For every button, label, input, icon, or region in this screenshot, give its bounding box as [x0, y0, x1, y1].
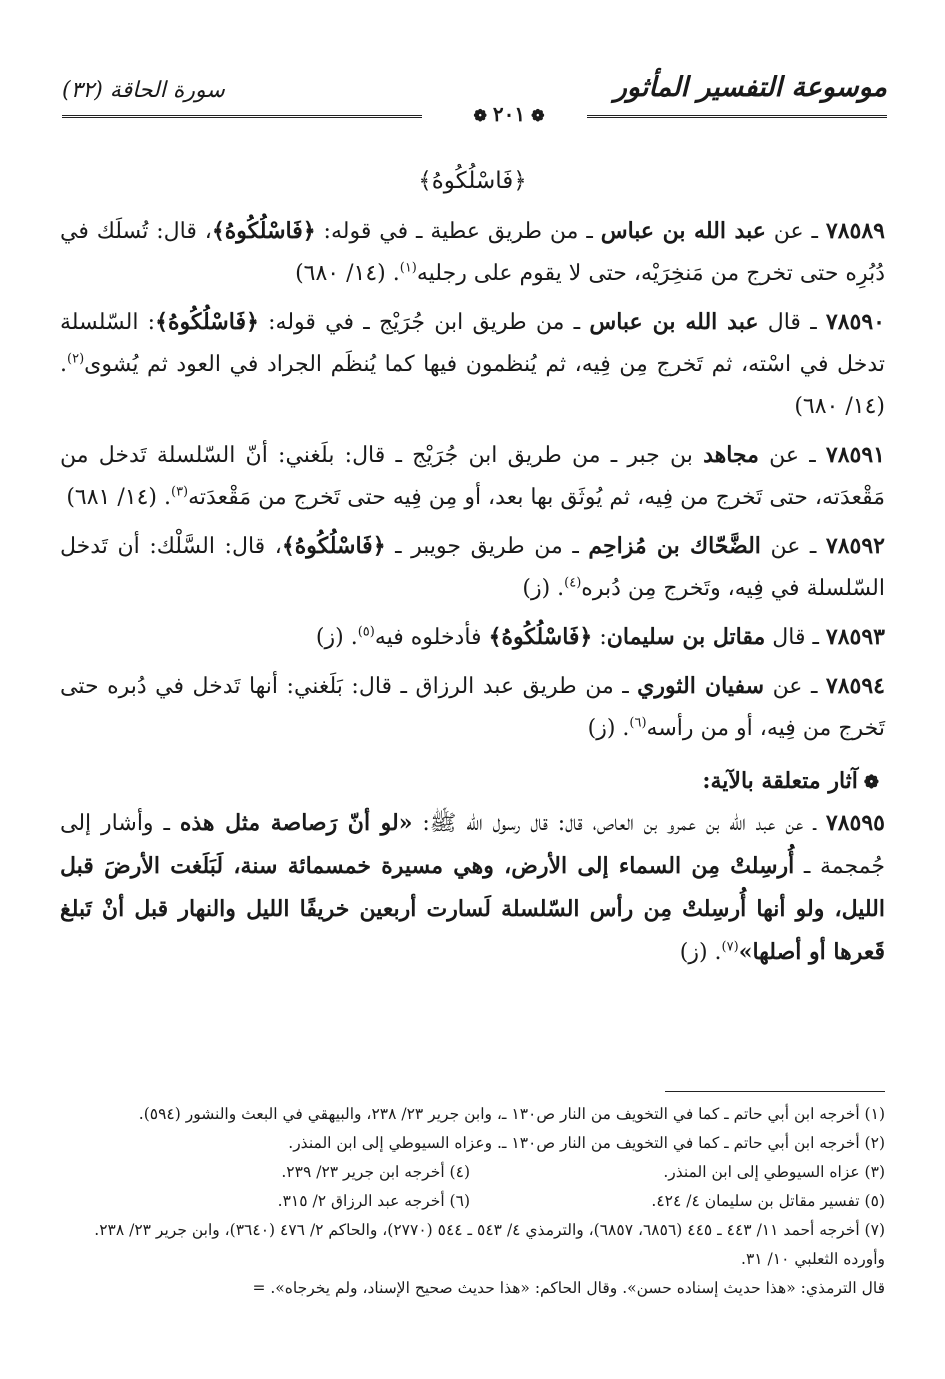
entry-number: ٧٨٥٩٠ — [825, 309, 885, 335]
page-header — [62, 62, 887, 126]
narration-entry — [60, 301, 885, 428]
entry-number: ٧٨٥٨٩ — [825, 218, 885, 244]
footnote-continuation: قال الترمذي: «هذا حديث إسناده حسن». وقال الحاكم: «هذا حديث صحيح الإسناد، ولم يخرجاه». = — [252, 1279, 885, 1297]
footnote: (٣) عزاه السيوطي إلى ابن المنذر. — [663, 1163, 885, 1181]
entry-text: ـ عن — [765, 219, 826, 244]
footnote-ref: (٥) — [357, 624, 375, 640]
quran-quote: ﴿فَاسْلُكُوهُ﴾ — [211, 218, 316, 244]
narration-entry — [60, 434, 885, 519]
entry-number: ٧٨٥٩٤ — [825, 673, 885, 699]
page-number: ٢٠١ — [492, 102, 526, 126]
entry-text: ـ عن — [764, 674, 826, 699]
entry-text: ـ من طريق جويبر ـ — [385, 534, 589, 559]
surah-title: سورة الحاقة (٣٢) — [62, 78, 225, 103]
entry-text: ، قال: تُسلَك في دُبُرِه حتى تخرج من مَنخِرَيْه، حتى لا يقوم على رجليه — [60, 219, 885, 286]
footnote: (٧) أخرجه أحمد ١١/ ٤٤٣ ـ ٤٤٥ (٦٨٥٦، ٦٨٥٧)، والترمذي ٤/ ٥٤٣ ـ ٥٤٤ (٢٧٧٠)، والحاكم ٢/ ٤٧٦ (٣٦٤٠)، وابن جرير ٢٣/ ٢٣٨. وأورده الثعلبي ١٠/ ٣١. — [94, 1221, 885, 1268]
flower-ornament-icon: ❁ — [863, 772, 879, 793]
entry-text: : السّلسلة تدخل في اسْته، ثم تَخرج مِن فِيه، ثم يُنظمون فيها كما يُنظَم الجراد في العود ثم يُشوى — [60, 310, 885, 377]
entry-text: ـ من طريق عطية ـ في قوله: — [315, 219, 601, 244]
header-rule-right — [587, 115, 887, 118]
entry-text: فأدخلوه فيه — [374, 625, 489, 650]
page-number-box — [434, 102, 584, 126]
footnote: (٥) تفسير مقاتل بن سليمان ٤/ ٤٢٤. — [651, 1192, 885, 1210]
hadith-text: «لو أنّ رَصاصة مثل هذه — [179, 810, 413, 836]
entry-reference: . (ز) — [679, 940, 722, 965]
hadith-text: أُرسِلتْ مِن السماء إلى الأرض، وهي مسيرة خمسمائة سنة، لَبَلَغت الأرضَ قبل الليل، ولو أنها أُرسِلتْ مِن رأس السّلسلة لَسارت أربعين خريفًا الليل والنهار قبل أنْ تَبلغ قَعرها أو أصلها» — [60, 853, 885, 965]
entry-text: ـ عن عبد الله بن عمرو بن العاص، قال: قال رسول الله ﷺ: — [412, 811, 826, 836]
narrator-name: سفيان الثوري — [637, 673, 765, 699]
entry-text: ـ من طريق عبد الرزاق ـ قال: بَلَغني: أنها تَدخل في دُبره حتى تَخرج من فِيه، أو من رأسه — [60, 674, 885, 741]
ornament-icon: ❁ — [531, 106, 545, 125]
entry-text: ـ عن — [758, 443, 826, 468]
footnote-ref: (٢) — [67, 351, 85, 367]
narrator-name: مجاهد — [703, 442, 759, 468]
entry-text: ـ من طريق ابن جُرَيْج ـ في قوله: — [258, 310, 590, 335]
footnote-row — [55, 1158, 885, 1187]
footnote-divider — [665, 1091, 885, 1092]
narrator-name: الضَّحّاك بن مُزاحِم — [588, 533, 761, 559]
entry-reference: . (ز) — [315, 625, 358, 650]
narrator-name: عبد الله بن عباس — [589, 309, 759, 335]
ornament-icon: ❁ — [473, 106, 487, 125]
entry-text: ـ قال — [758, 310, 826, 335]
entry-number: ٧٨٥٩٥ — [825, 810, 885, 836]
quran-quote: ﴿فَاسْلُكُوهُ﴾ — [281, 533, 386, 559]
ayah-heading: ﴿فَاسْلُكُوهُ﴾ — [418, 168, 527, 194]
footnotes — [55, 1100, 885, 1303]
quran-quote: ﴿فَاسْلُكُوهُ﴾ — [488, 624, 593, 650]
footnote-ref: (٦) — [629, 715, 647, 731]
footnote: (١) أخرجه ابن أبي حاتم ـ كما في التخويف من النار ص١٣٠ ـ، وابن جرير ٢٣/ ٢٣٨، والبيهقي في البعث والنشور (٥٩٤). — [138, 1105, 885, 1123]
entry-number: ٧٨٥٩٣ — [825, 624, 885, 650]
entry-text: بن جبر ـ من طريق ابن جُرَيْج ـ قال: بلَغني: أنّ السّلسلة تَدخل من مَقْعدَته، حتى تَخرج من فِيه، ثم يُوثَق بها بعد، أو مِن فِيه حتى تَخرج من مَقْعدَته — [60, 443, 885, 510]
section-title: آثار متعلقة بالآية: — [702, 768, 858, 794]
entry-number: ٧٨٥٩١ — [825, 442, 885, 468]
narration-entry — [60, 665, 885, 750]
footnote-ref: (٣) — [170, 484, 189, 500]
narrator-name: عبد الله بن عباس — [600, 218, 766, 244]
quran-quote: ﴿فَاسْلُكُوهُ﴾ — [155, 309, 259, 335]
footnote: (٤) أخرجه ابن جرير ٢٣/ ٢٣٩. — [281, 1163, 470, 1181]
narration-entry — [60, 525, 885, 610]
footnote: (٢) أخرجه ابن أبي حاتم ـ كما في التخويف من النار ص١٣٠ ـ. وعزاه السيوطي إلى ابن المنذر. — [288, 1134, 885, 1152]
narration-entry — [60, 616, 885, 659]
hadith-entry — [60, 802, 885, 974]
entry-text: ، قال: السَّلْك: أن تَدخل السّلسلة في فِيه، وتَخرج مِن دُبره — [60, 534, 885, 601]
footnote: (٦) أخرجه عبد الرزاق ٢/ ٣١٥. — [277, 1192, 470, 1210]
book-title: موسوعة التفسير المأثور — [613, 72, 887, 103]
entry-reference: . (١٤/ ٦٨١) — [66, 485, 171, 510]
footnote-row — [55, 1187, 885, 1216]
narrator-name: مقاتل بن سليمان — [606, 624, 766, 650]
entry-text: ـ عن — [760, 534, 826, 559]
footnote-ref: (١) — [399, 260, 417, 276]
section-heading — [60, 768, 885, 794]
entry-reference: . (ز) — [587, 716, 630, 741]
entry-reference: . (١٤/ ٦٨٠) — [60, 352, 885, 419]
header-rule-left — [62, 115, 422, 118]
entry-text: ـ وأشار إلى جُمجمة ـ — [60, 811, 886, 879]
footnote-ref: (٧) — [721, 939, 739, 955]
page-body — [60, 168, 885, 980]
footnote-ref: (٤) — [564, 575, 582, 591]
entry-reference: . (١٤/ ٦٨٠) — [295, 261, 400, 286]
entry-reference: . (ز) — [522, 576, 565, 601]
entry-number: ٧٨٥٩٢ — [825, 533, 885, 559]
entry-text: ـ قال — [765, 625, 826, 650]
narration-entry — [60, 210, 885, 295]
entry-text: : — [592, 625, 607, 650]
